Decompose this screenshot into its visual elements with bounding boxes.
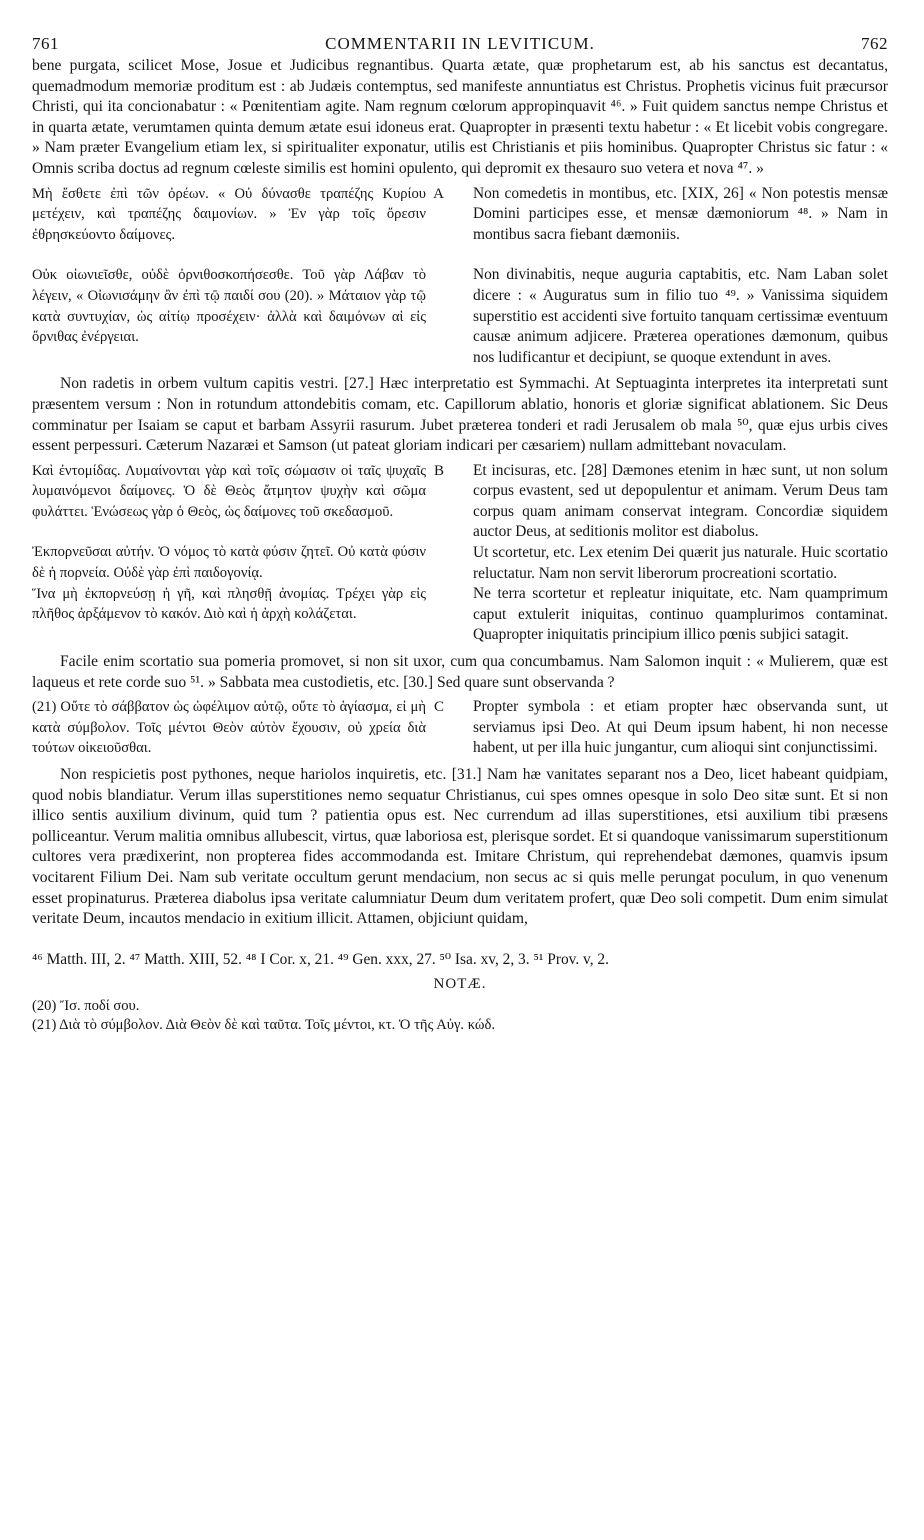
latin-passage: Non divinabitis, neque auguria captabitis, etc. Nam Laban solet dicere : « Auguratus sum in filio tuo ⁴⁹. » Vanissima siquidem superstitio est accidenti sive fortuito tanquam certissimæ eventuum causæ animum adjicere. Præterea operationes dæmonum, quibus nos ludificantur et decipiunt, se quoque extendunt in aves.: [473, 266, 888, 366]
section-marker-a: A: [433, 185, 444, 202]
section-marker-c: C: [433, 699, 444, 716]
note-item: (21) Διὰ τὸ σύμβολον. Διὰ Θεὸν δὲ καὶ ταῦτα. Τοῖς μέντοι, κτ. Ὁ τῆς Αὐγ. κώδ.: [32, 1016, 496, 1033]
page-number-left: 761: [32, 34, 59, 53]
latin-column-c: [473, 697, 888, 759]
latin-passage: Non comedetis in montibus, etc. [XIX, 26] « Non potestis mensæ Domini participes esse, et mensæ dæmoniorum ⁴⁸. » Nam in montibus sacra fiebant dæmoniis.: [473, 184, 888, 243]
section-marker-b: B: [433, 462, 444, 479]
notes-heading: NOTÆ.: [433, 975, 487, 992]
paragraph-facile: Facile enim scortatio sua pomeria promovet, si non sit uxor, cum qua concumbamus. Nam Salomon inquit : « Mulierem, quæ est laqueus et rete corde suo ⁵¹. » Sabbata mea custodietis, etc. [30.] Sed quare sunt observanda ?: [32, 653, 888, 691]
section-c: [32, 697, 888, 759]
latin-passage: Ut scortetur, etc. Lex etenim Dei quærit jus naturale. Huic scortatio reluctatur. Nam non servit liberorum procreationi scortatio.: [473, 544, 888, 582]
notes-list: [32, 997, 888, 1035]
section-a: [32, 184, 888, 369]
greek-passage: (21) Οὔτε τὸ σάββατον ὡς ὠφέλιμον αὐτῷ, οὔτε τὸ ἁγίασμα, εἰ μὴ κατὰ σύμβολον. Τοῖς μέντοι Θεὸν αὐτὸν ἔχουσιν, οὐ χρεία διὰ τούτων οἰκειοῦσθαι.: [32, 699, 426, 757]
page: [32, 34, 888, 1035]
greek-column-a: [32, 184, 444, 369]
running-title: COMMENTARII IN LEVITICUM.: [325, 34, 595, 53]
greek-passage: Οὐκ οἰωνιεῖσθε, οὐδὲ ὀρνιθοσκοπήσεσθε. Τοῦ γὰρ Λάβαν τὸ λέγειν, « Οἰωνισάμην ἂν ἐπὶ τῷ παιδί σου (20). » Μάταιον γὰρ τῷ κατὰ συντυχίαν, ὡς αἰτίῳ προσέχειν· ἀλλὰ καὶ δαιμόνων αἱ εἰς ὄρνιθας ἐνέργειαι.: [32, 267, 426, 346]
latin-passage: Ne terra scortetur et repleatur iniquitate, etc. Nam quamprimum caput extulerit iniquitas, continuo quamplurimos contaminat. Quapropter iniquitatis principium illico pœnis subjici satagit.: [473, 585, 888, 644]
greek-passage: Καὶ ἐντομίδας. Λυμαίνονται γὰρ καὶ τοῖς σώμασιν οἱ ταῖς ψυχαῖς λυμαινόμενοι δαίμονες. Ὁ δὲ Θεὸς ἄτμητον ψυχὴν καὶ σῶμα φυλάττει. Ἑνώσεως γὰρ ὁ Θεὸς, ὡς δαίμονες τοῦ σκεδασμοῦ.: [32, 462, 426, 520]
latin-column-b: [473, 461, 888, 646]
note-item: (20) Ἴσ. ποδί σου.: [32, 997, 140, 1014]
running-header: [32, 34, 888, 56]
footnote-references: ⁴⁶ Matth. III, 2. ⁴⁷ Matth. XIII, 52. ⁴⁸ I Cor. x, 21. ⁴⁹ Gen. xxx, 27. ⁵⁰ Isa. xv, 2, 3. ⁵¹ Prov. v, 2.: [32, 950, 609, 968]
paragraph-verse-27: Non radetis in orbem vultum capitis vestri. [27.] Hæc interpretatio est Symmachi. At Septuaginta interpretes ita interpretati sunt præsentem versum : Non in rotundum attondebitis comam, etc. Capillorum ablatio, honoris et gloriæ significat ablationem. Sic Deus comminatur per Isaiam se caput et barbam Assyrii rasurum. Jubet præterea tonderi et radi Jerusalem ob mala ⁵⁰, quæ ejus urbis cives essent perpessuri. Cæterum Nazaræi et Samson (ut pateat gloriam indicari per cæsariem) nullam admittebant novaculam.: [32, 375, 888, 455]
page-number-right: 762: [861, 34, 888, 53]
latin-passage: Propter symbola : et etiam propter hæc observanda sunt, ut serviamus ipsi Deo. At qui Deum ipsum habent, hi non necesse habent, ut per illa huic jungantur, cum alioqui sint conjunctissimi.: [473, 698, 888, 757]
greek-column-c: [32, 697, 444, 759]
intro-paragraph: bene purgata, scilicet Mose, Josue et Judicibus regnantibus. Quarta ætate, quæ prophetarum est, ab his sanctus est decantatus, quemadmodum memoriæ proditum est : ab Judæis contemptus, sed manifeste annuntiatus est Christus. Prophetis vicinus fuit præcursor Christi, qui ita concionabatur : « Pœnitentiam agite. Nam regnum cœlorum appropinquavit ⁴⁶. » Fuit quidem sanctus nempe Christus et in quarta ætate, verumtamen quinta demum ætate esui idoneus erat. Quapropter in præsenti textu habetur : « Et licebit vobis congregare. » Nam præter Evangelium etiam lex, si spiritualiter exponatur, utilis est Christianis et piis hominibus. Quapropter Christus sic fatur : « Omnis scriba doctus ad regnum cœleste similis est homini opulento, qui depromit ex thesauro suo vetera et nova ⁴⁷. »: [32, 57, 888, 177]
greek-passage: Ἐκπορνεῦσαι αὐτήν. Ὁ νόμος τὸ κατὰ φύσιν ζητεῖ. Οὐ κατὰ φύσιν δὲ ἡ πορνεία. Οὐδὲ γὰρ ἐπὶ παιδογονίᾳ.: [32, 544, 426, 582]
latin-column-a: [473, 184, 888, 369]
greek-column-b: [32, 461, 444, 646]
latin-passage: Et incisuras, etc. [28] Dæmones etenim in hæc sunt, ut non solum corpus evastent, sed ut depopulentur et animam. Verum Deus tam corpus quam animam conservat integram. Concordiæ siquidem auctor Deus, at seditionis molitor est diabolus.: [473, 461, 888, 541]
greek-passage: Ἵνα μὴ ἐκπορνεύσῃ ἡ γῆ, καὶ πλησθῇ ἀνομίας. Τρέχει γὰρ εἰς πλῆθος ἀρξάμενον τὸ κακόν. Διὸ καὶ ἡ ἀρχὴ κολάζεται.: [32, 585, 426, 623]
section-b: [32, 461, 888, 646]
paragraph-verse-31: Non respicietis post pythones, neque hariolos inquiretis, etc. [31.] Nam hæ vanitates separant nos a Deo, licet habeant quidpiam, quod nobis blandiatur. Verum illas superstitiones nemo sequatur Christianus, cui spes omnes opesque in solo Deo sitæ sunt. Et si non illico sentis auxilium divinum, quid tum ? patientia opus est. Nec currendum ad illas superstitiones, etsi auxilium tibi præsens polliceantur. Verum malitia omnibus allubescit, virtus, quæ laboriosa est, plerisque sordet. Et si quandoque vanissimarum superstitionum cultores vera prædixerint, non propterea fides accommodanda est. Imitare Christum, qui reprehendebat dæmones, quamvis ipsum vocitarent Filium Dei. Nam sub veritate occultum gerunt mendacium, non secus ac si quis melle perungat poculum, in quo venenum esset propinaturus. Præterea diabolus ipsa veritate calumniatur Deum dum veritatem profert, quæ Deo soli competit. Dum enim simulat veritate Deum, incautos mendacio in exitium illicit. Attamen, objiciunt quidam,: [32, 766, 888, 928]
greek-passage: Μὴ ἔσθετε ἐπὶ τῶν ὀρέων. « Οὐ δύνασθε τραπέζης Κυρίου μετέχειν, καὶ τραπέζης δαιμονίων. » Ἐν γὰρ τοῖς ὄρεσιν ἐθρησκεύοντο δαίμονες.: [32, 185, 426, 243]
